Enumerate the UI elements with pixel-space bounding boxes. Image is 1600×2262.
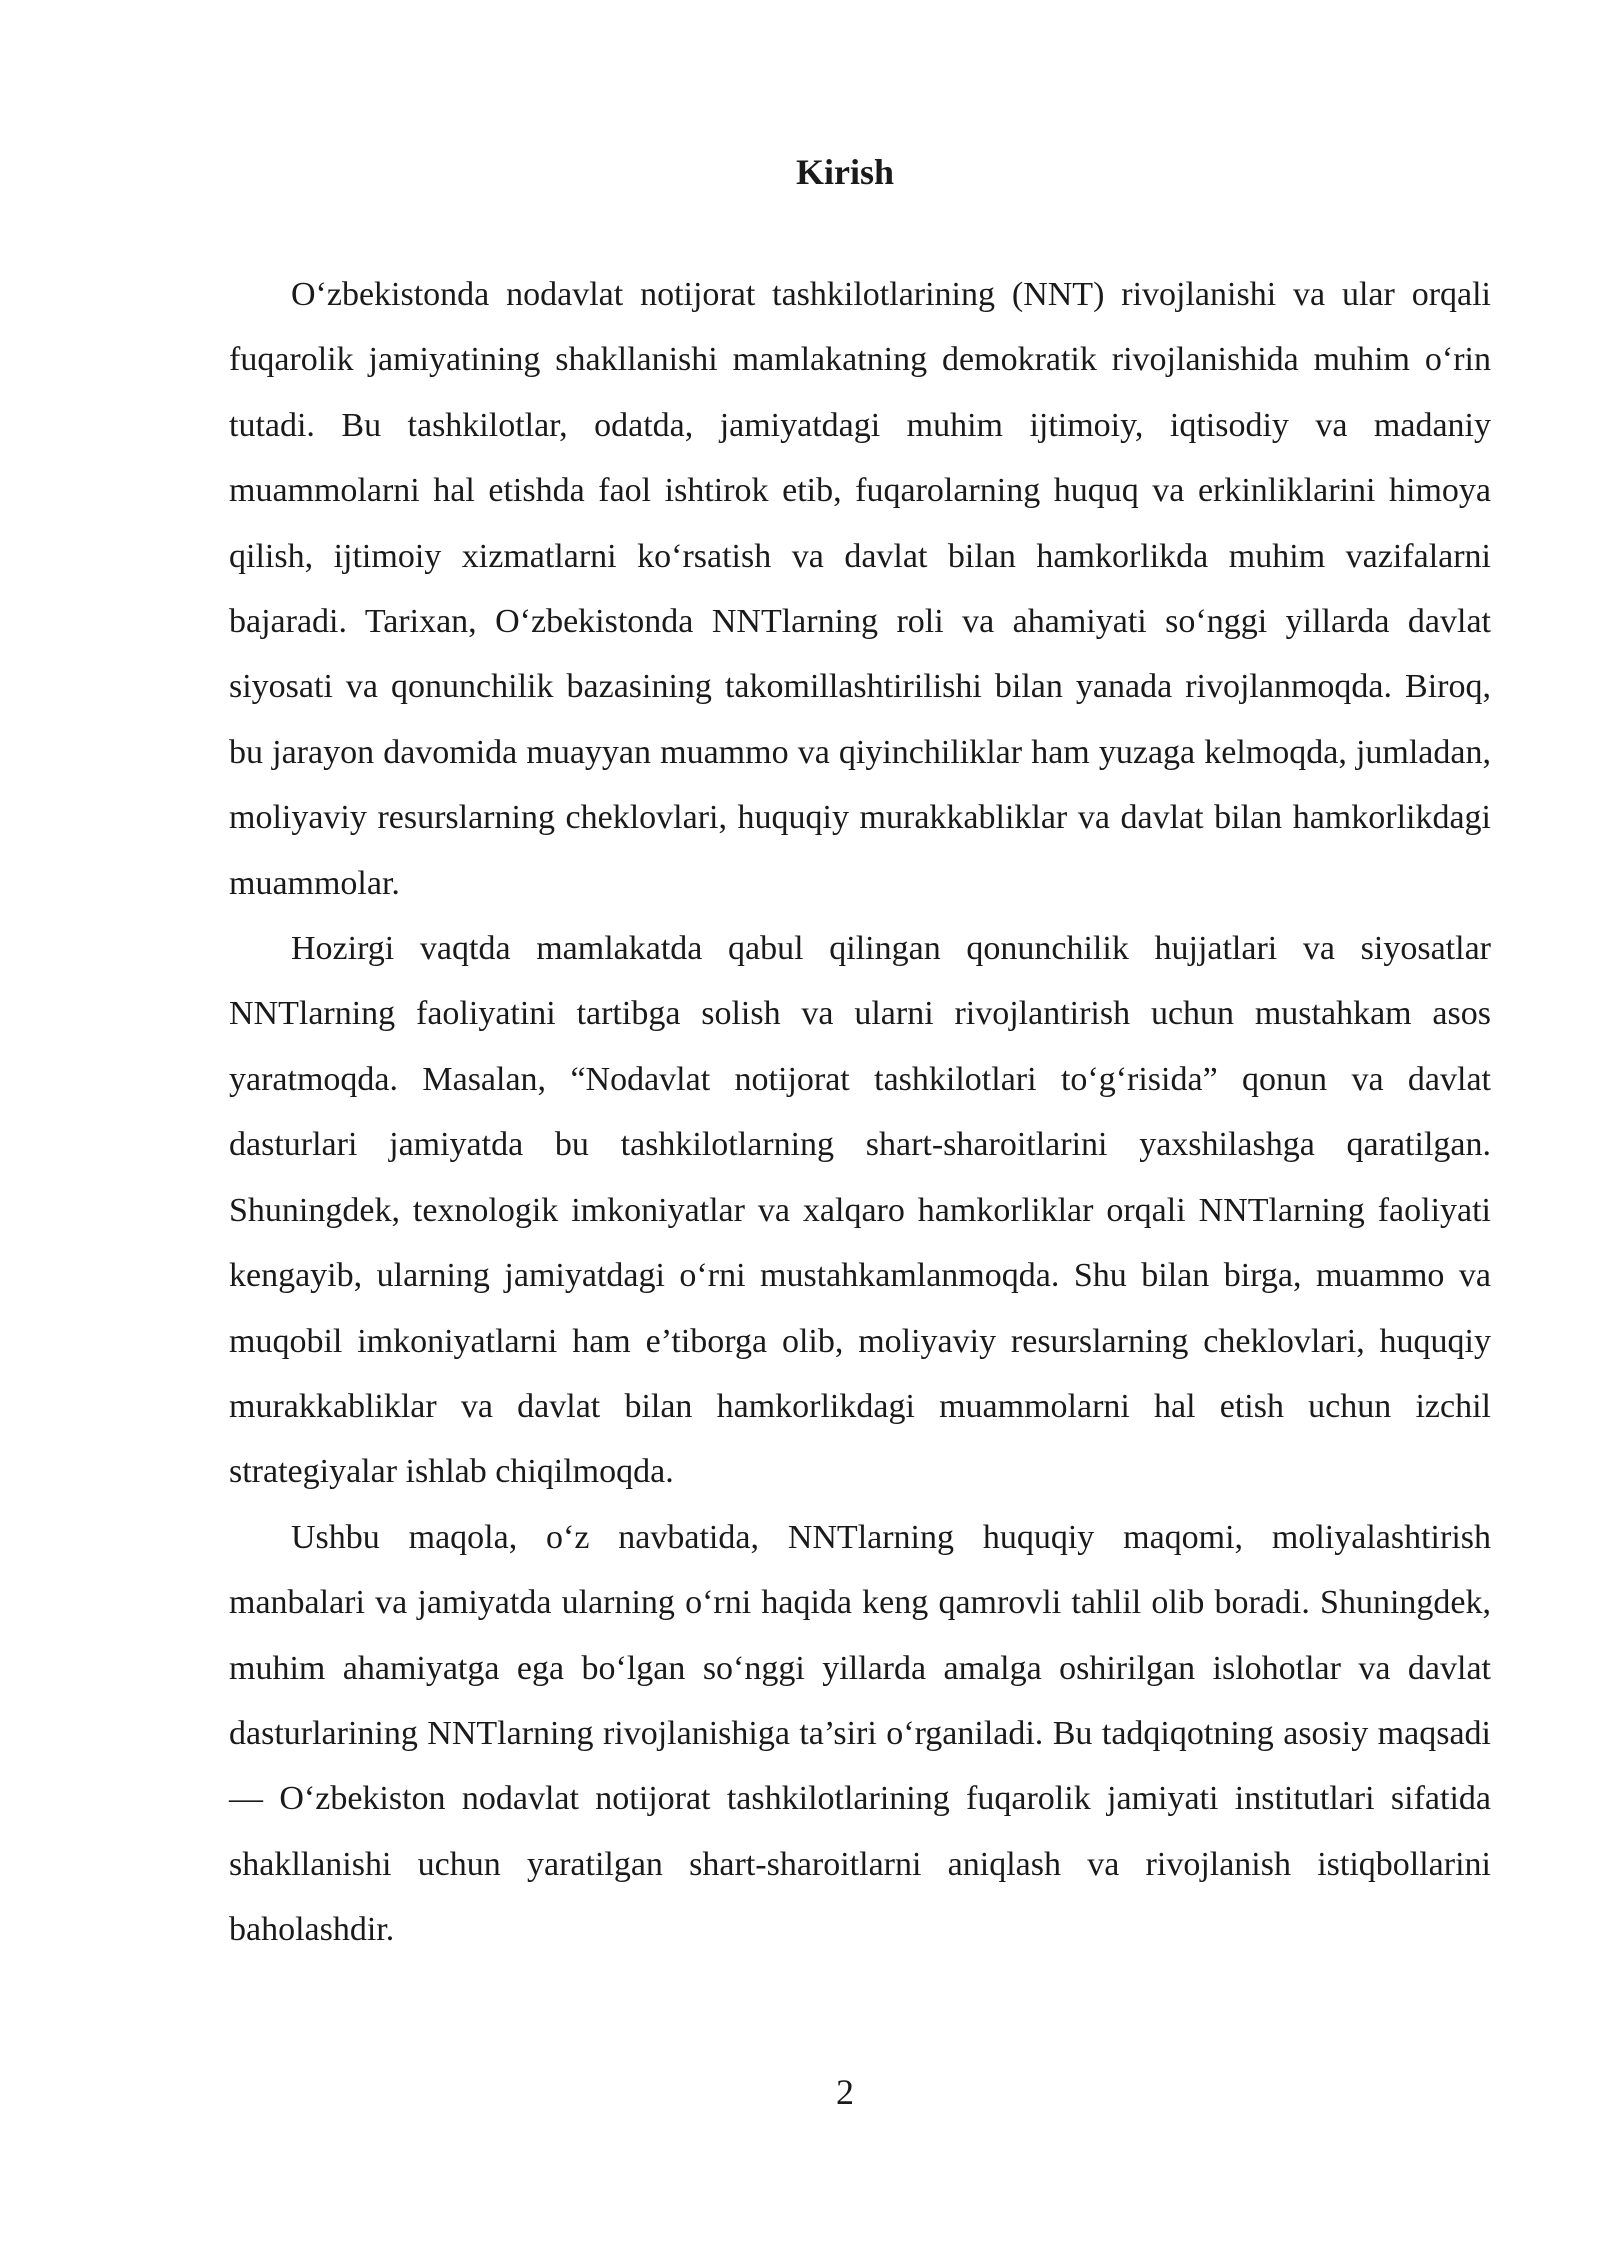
section-title: Kirish (795, 152, 894, 192)
page-number: 2 (836, 2072, 854, 2112)
body-text (229, 262, 1491, 1963)
paragraph-legislation: Hozirgi vaqtda mamlakatda qabul qilingan qonunchilik hujjatlari va siyosatlar NNTlarning faoliyatini tartibga solish va ularni rivojlantirish uchun mustahkam asos yaratmoqda. Masalan, “Nodavlat notijorat tashkilotlari to‘g‘risida” qonun va davlat dasturlari jamiyatda bu tashkilotlarning shart-sharoitlarini yaxshilashga qaratilgan. Shuningdek, texnologik imkoniyatlar va xalqaro hamkorliklar orqali NNTlarning faoliyati kengayib, ularning jamiyatdagi o‘rni mustahkamlanmoqda. Shu bilan birga, muammo va muqobil imkoniyatlarni ham e’tiborga olib, moliyaviy resurslarning cheklovlari, huquqiy murakkabliklar va davlat bilan hamkorlikdagi muammolarni hal etish uchun izchil strategiyalar ishlab chiqilmoqda. (229, 930, 1491, 1491)
paragraph-article-aim: Ushbu maqola, o‘z navbatida, NNTlarning huquqiy maqomi, moliyalashtirish manbalari va jamiyatda ularning o‘rni haqida keng qamrovli tahlil olib boradi. Shuningdek, muhim ahamiyatga ega bo‘lgan so‘nggi yillarda amalga oshirilgan islohotlar va davlat dasturlarining NNTlarning rivojlanishiga ta’siri o‘rganiladi. Bu tadqiqotning asosiy maqsadi — O‘zbekiston nodavlat notijorat tashkilotlarining fuqarolik jamiyati institutlari sifatida shakllanishi uchun yaratilgan shart-sharoitlarni aniqlash va rivojlanish istiqbollarini baholashdir. (229, 1518, 1491, 1949)
paragraph-intro: O‘zbekistonda nodavlat notijorat tashkilotlarining (NNT) rivojlanishi va ular orqali fuqarolik jamiyatining shakllanishi mamlakatning demokratik rivojlanishida muhim o‘rin tutadi. Bu tashkilotlar, odatda, jamiyatdagi muhim ijtimoiy, iqtisodiy va madaniy muammolarni hal etishda faol ishtirok etib, fuqarolarning huquq va erkinliklarini himoya qilish, ijtimoiy xizmatlarni ko‘rsatish va davlat bilan hamkorlikda muhim vazifalarni bajaradi. Tarixan, O‘zbekistonda NNTlarning roli va ahamiyati so‘nggi yillarda davlat siyosati va qonunchilik bazasining takomillashtirilishi bilan yanada rivojlanmoqda. Biroq, bu jarayon davomida muayyan muammo va qiyinchiliklar ham yuzaga kelmoqda, jumladan, moliyaviy resurslarning cheklovlari, huquqiy murakkabliklar va davlat bilan hamkorlikdagi muammolar. (229, 276, 1491, 902)
